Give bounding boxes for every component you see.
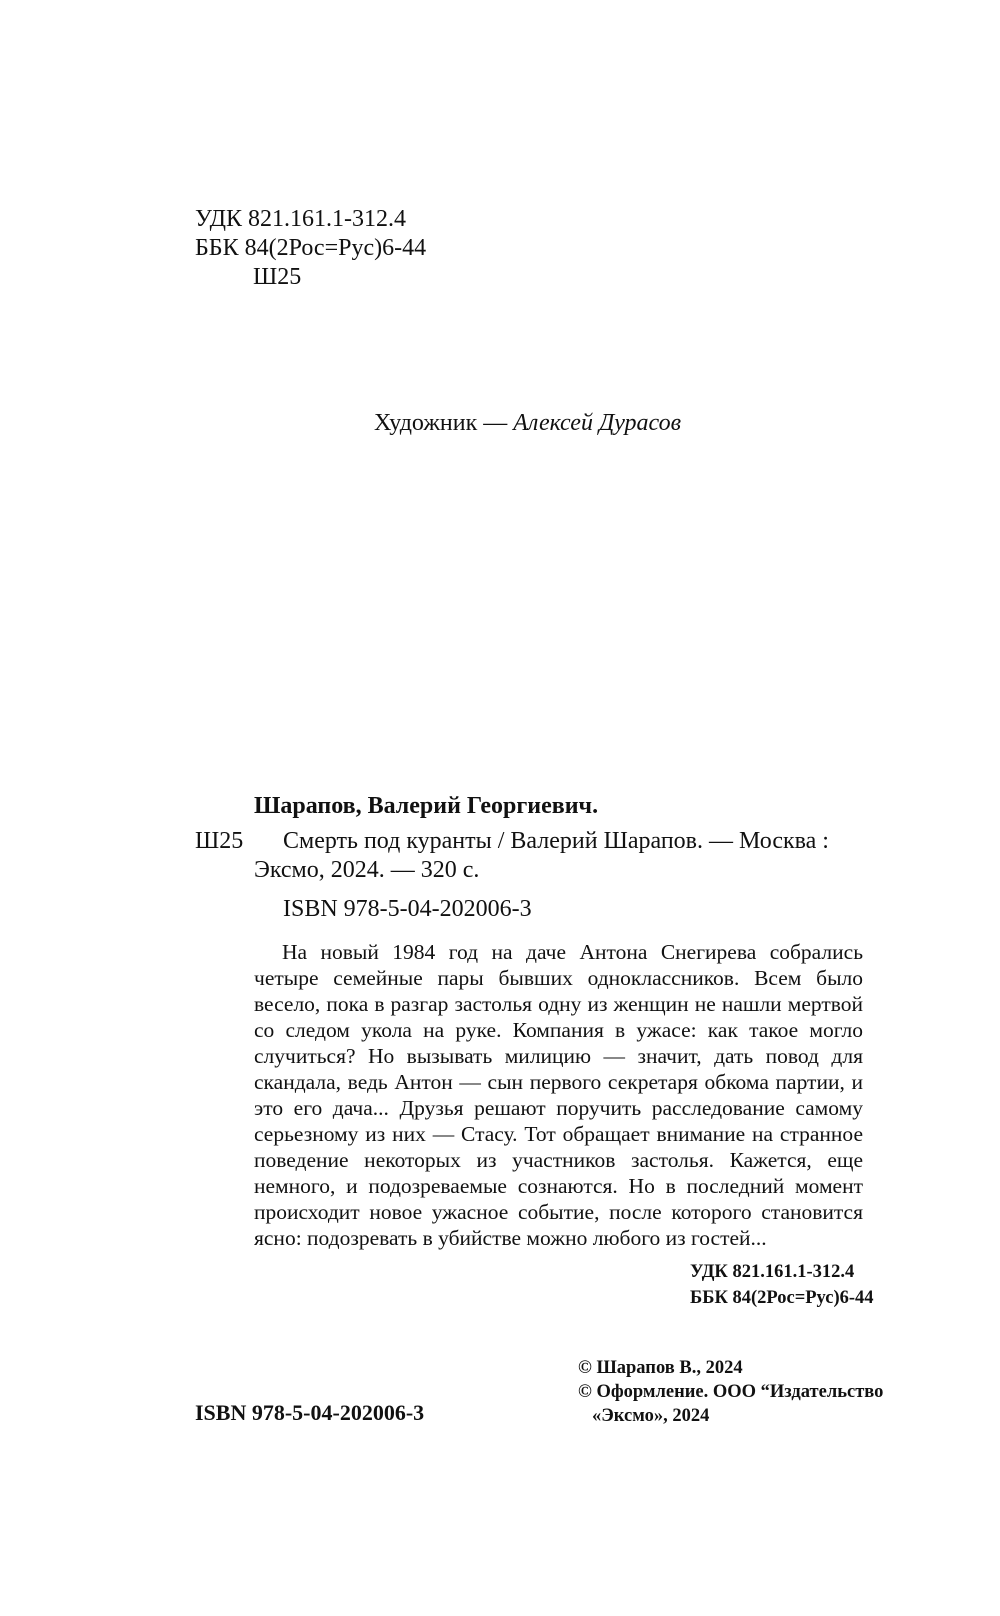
record-code: Ш25 [195, 828, 244, 854]
record-title-line1: Смерть под куранты / Валерий Шарапов. — Москва : [283, 828, 829, 854]
copyright-design: © Оформление. ООО “Издательство [578, 1382, 884, 1402]
record-isbn: ISBN 978-5-04-202006-3 [283, 896, 532, 922]
artist-prefix: Художник — [374, 410, 514, 436]
record-title-line2: Эксмо, 2024. — 320 с. [254, 857, 480, 883]
copyright-author: © Шарапов В., 2024 [578, 1358, 743, 1378]
record-author: Шарапов, Валерий Георгиевич. [254, 793, 599, 819]
udk-bottom: УДК 821.161.1-312.4 [690, 1262, 855, 1282]
copyright-block [578, 1356, 883, 1428]
isbn-bottom: ISBN 978-5-04-202006-3 [195, 1400, 425, 1425]
bbk-bottom: ББК 84(2Рос=Рус)6-44 [690, 1288, 874, 1308]
artist-credit [374, 410, 681, 437]
bbk-top: ББК 84(2Рос=Рус)6-44 [195, 235, 427, 261]
copyright-publisher: «Эксмо», 2024 [592, 1406, 710, 1426]
annotation-text: На новый 1984 год на даче Антона Снегирева собрались четыре семейные пары бывших одноклассников. Всем было весело, пока в разгар застолья одну из женщин не нашли мертвой со следом укола на руке. Компания в ужасе: как такое могло случиться? Но вызывать милицию — значит, дать повод для скандала, ведь Антон — сын первого секретаря обкома партии, и это его дача... Друзья решают поручить расследование самому серьезному из них — Стасу. Тот обращает внимание на странное поведение некоторых из участников застолья. Кажется, еще немного, и подозреваемые сознаются. Но в последний момент происходит новое ужасное событие, после которого становится ясно: подозревать в убийстве можно любого из гостей... [254, 940, 863, 1250]
artist-name: Алексей Дурасов [513, 410, 682, 436]
annotation [254, 939, 863, 1251]
author-code-top: Ш25 [253, 264, 302, 290]
udk-top: УДК 821.161.1-312.4 [195, 206, 406, 232]
